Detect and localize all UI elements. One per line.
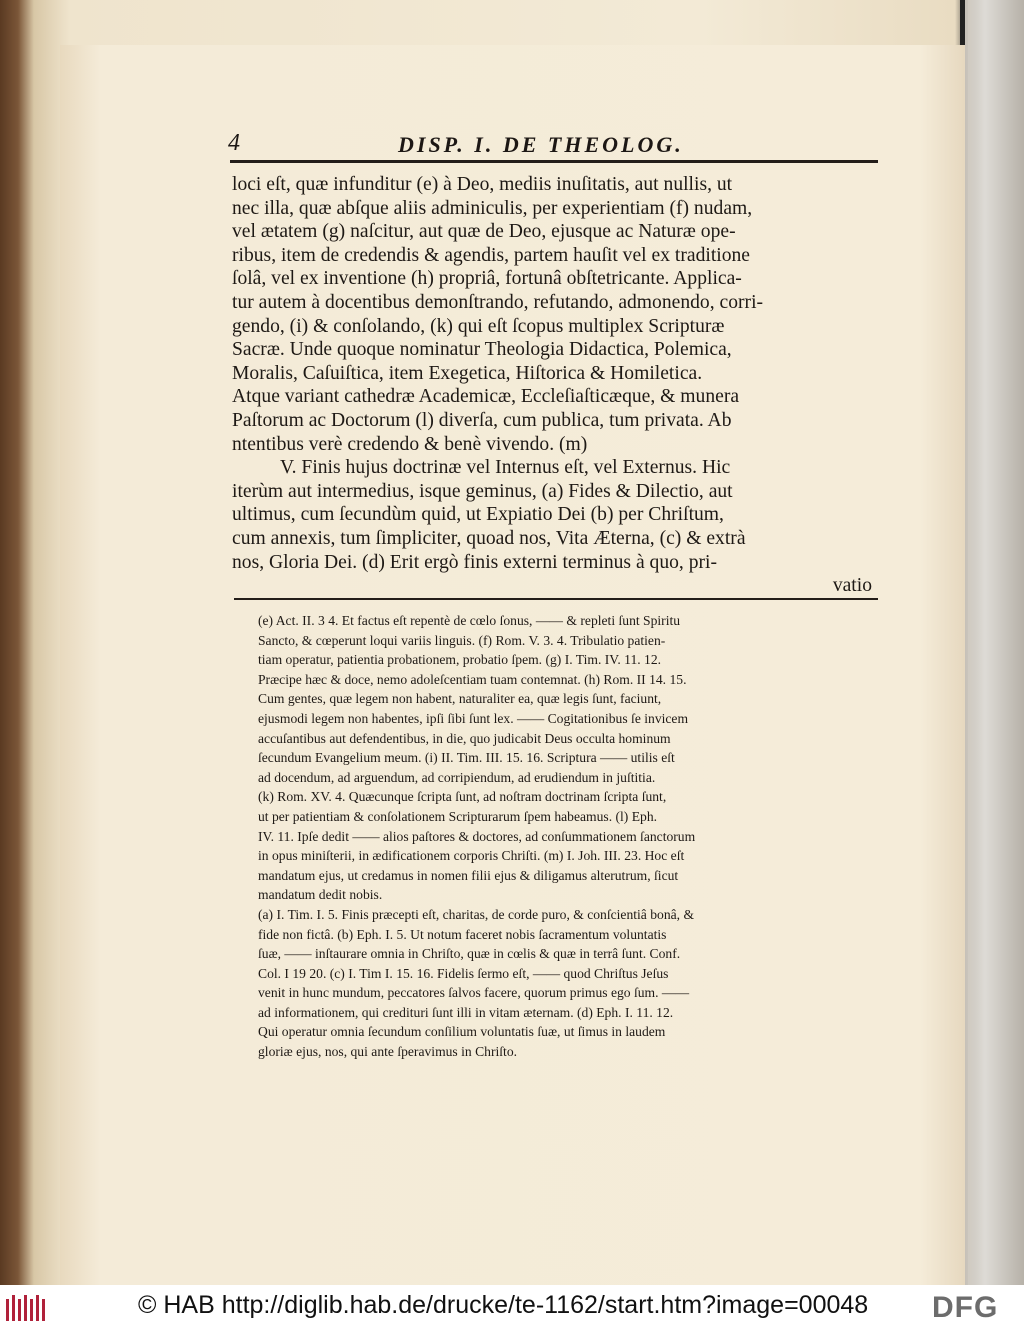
header-rule bbox=[230, 160, 878, 163]
footnote-line: Qui operatur omnia ſecundum conſilium voluntatis ſuæ, ut ſimus in laudem bbox=[258, 1024, 666, 1040]
catchword: vatio bbox=[832, 575, 872, 597]
footnote-line: venit in hunc mundum, peccatores ſalvos facere, quorum primus ego ſum. —— bbox=[258, 985, 690, 1001]
footnote-line: Cum gentes, quæ legem non habent, naturaliter ea, quæ legis ſunt, faciunt, bbox=[258, 691, 662, 707]
page-number: 4 bbox=[228, 130, 240, 156]
footnote-line: gloriæ ejus, nos, qui ante ſperavimus in Chriſto. bbox=[258, 1044, 518, 1060]
text-line: iterùm aut intermedius, isque geminus, (a) Fides & Dilectio, aut bbox=[232, 480, 733, 502]
text-line: tur autem à docentibus demonſtrando, refutando, admonendo, corri- bbox=[232, 291, 764, 313]
viewer-footer bbox=[0, 1285, 1024, 1329]
footnote-line: tiam operatur, patientia probationem, probatio ſpem. (g) I. Tim. IV. 11. 12. bbox=[258, 652, 662, 668]
text-line: ribus, item de credendis & agendis, partem hauſit vel ex traditione bbox=[232, 244, 750, 266]
paragraph-start-line: V. Finis hujus doctrinæ vel Internus eſt, vel Externus. Hic bbox=[280, 457, 731, 479]
text-line: Moralis, Caſuiſtica, item Exegetica, Hiſtorica & Homiletica. bbox=[232, 362, 703, 384]
footnote-line: mandatum ejus, ut credamus in nomen filii ejus & diligamus alterutrum, ſicut bbox=[258, 867, 679, 883]
running-head: DISP. I. DE THEOLOG. bbox=[398, 132, 684, 157]
footnote-line: Sancto, & cœperunt loqui variis linguis. (f) Rom. V. 3. 4. Tribulatio patien- bbox=[258, 632, 666, 648]
footnote-line: ad docendum, ad arguendum, ad corripiendum, ad erudiendum in juſtitia. bbox=[258, 769, 656, 785]
footnote-line: ſuæ, —— inſtaurare omnia in Chriſto, quæ in cœlis & quæ in terrâ ſunt. Conf. bbox=[258, 946, 681, 962]
footnote-line: ut per patientiam & conſolationem Scripturarum ſpem habeamus. (l) Eph. bbox=[258, 808, 658, 824]
footnote-line: ſecundum Evangelium meum. (i) II. Tim. III. 15. 16. Scriptura —— utilis eſt bbox=[258, 750, 675, 766]
text-line: ultimus, cum ſecundùm quid, ut Expiatio Dei (b) per Chriſtum, bbox=[232, 504, 724, 526]
footnote-line: Col. I 19 20. (c) I. Tim I. 15. 16. Fidelis ſermo eſt, —— quod Chriſtus Jeſus bbox=[258, 965, 669, 981]
text-line: loci eſt, quæ infunditur (e) à Deo, mediis inuſitatis, aut nullis, ut bbox=[232, 174, 733, 195]
text-line: nos, Gloria Dei. (d) Erit ergò finis externi terminus à quo, pri- bbox=[232, 551, 718, 573]
footnote-line: IV. 11. Ipſe dedit —— alios paſtores & doctores, ad conſummationem ſanctorum bbox=[258, 828, 696, 844]
text-line: cum annexis, tum ſimpliciter, quoad nos, Vita Æterna, (c) & extrà bbox=[232, 527, 746, 549]
footnote-line: in opus miniſterii, in ædificationem corporis Chriſti. (m) I. Joh. III. 23. Hoc eſt bbox=[258, 848, 685, 864]
footnotes bbox=[258, 611, 878, 1062]
footnote-line: fide non fictâ. (b) Eph. I. 5. Ut notum faceret nobis ſacramentum voluntatis bbox=[258, 926, 667, 942]
text-line: Paſtorum ac Doctorum (l) diverſa, cum publica, tum privata. Ab bbox=[232, 409, 732, 431]
next-page-edge bbox=[965, 0, 1024, 1285]
footnote-line: (e) Act. II. 3 4. Et factus eſt repentè de cœlo ſonus, —— & repleti ſunt Spiritu bbox=[258, 613, 681, 628]
footnote-line: (k) Rom. XV. 4. Quæcunque ſcripta ſunt, ad noſtram doctrinam ſcripta ſunt, bbox=[258, 789, 667, 805]
text-line: gendo, (i) & conſolando, (k) qui eſt ſcopus multiplex Scripturæ bbox=[232, 315, 725, 337]
text-line: vel ætatem (g) naſcitur, aut quæ de Deo, ejusque ac Naturæ ope- bbox=[232, 221, 736, 243]
page-header bbox=[228, 130, 878, 160]
text-line: ſolâ, vel ex inventione (h) propriâ, fortunâ obſtetricante. Applica- bbox=[232, 268, 742, 290]
footnote-line: Præcipe hæc & doce, nemo adoleſcentiam tuam contemnat. (h) Rom. II 14. 15. bbox=[258, 671, 687, 687]
footnote-line: accuſantibus aut defendentibus, in die, quo judicabit Deus occulta hominum bbox=[258, 730, 671, 746]
footnote-line: mandatum dedit nobis. bbox=[258, 887, 383, 903]
credit-line: © HAB http://diglib.hab.de/drucke/te-1162/start.htm?image=00048 bbox=[138, 1291, 869, 1319]
text-line: Atque variant cathedræ Academicæ, Eccleſiaſticæque, & munera bbox=[232, 386, 740, 408]
footnote-line: (a) I. Tim. I. 5. Finis præcepti eſt, charitas, de corde puro, & conſcientiâ bonâ, & bbox=[258, 906, 695, 922]
main-text bbox=[232, 173, 872, 598]
footnote-line: ad informationem, qui credituri ſunt illi in vitam æternam. (d) Eph. I. 11. 12. bbox=[258, 1004, 674, 1020]
text-line: nec illa, quæ abſque aliis adminiculis, per experientiam (f) nudam, bbox=[232, 197, 753, 219]
dfg-logo: DFG bbox=[932, 1291, 999, 1324]
text-line: Sacræ. Unde quoque nominatur Theologia Didactica, Polemica, bbox=[232, 339, 732, 361]
hab-logo-icon bbox=[6, 1295, 48, 1321]
text-line: ntentibus verè credendo & benè vivendo. (m) bbox=[232, 433, 588, 455]
footnote-line: ejusmodi legem non habentes, ipſi ſibi ſunt lex. —— Cogitationibus ſe invicem bbox=[258, 710, 689, 726]
footnote-rule bbox=[234, 598, 878, 600]
